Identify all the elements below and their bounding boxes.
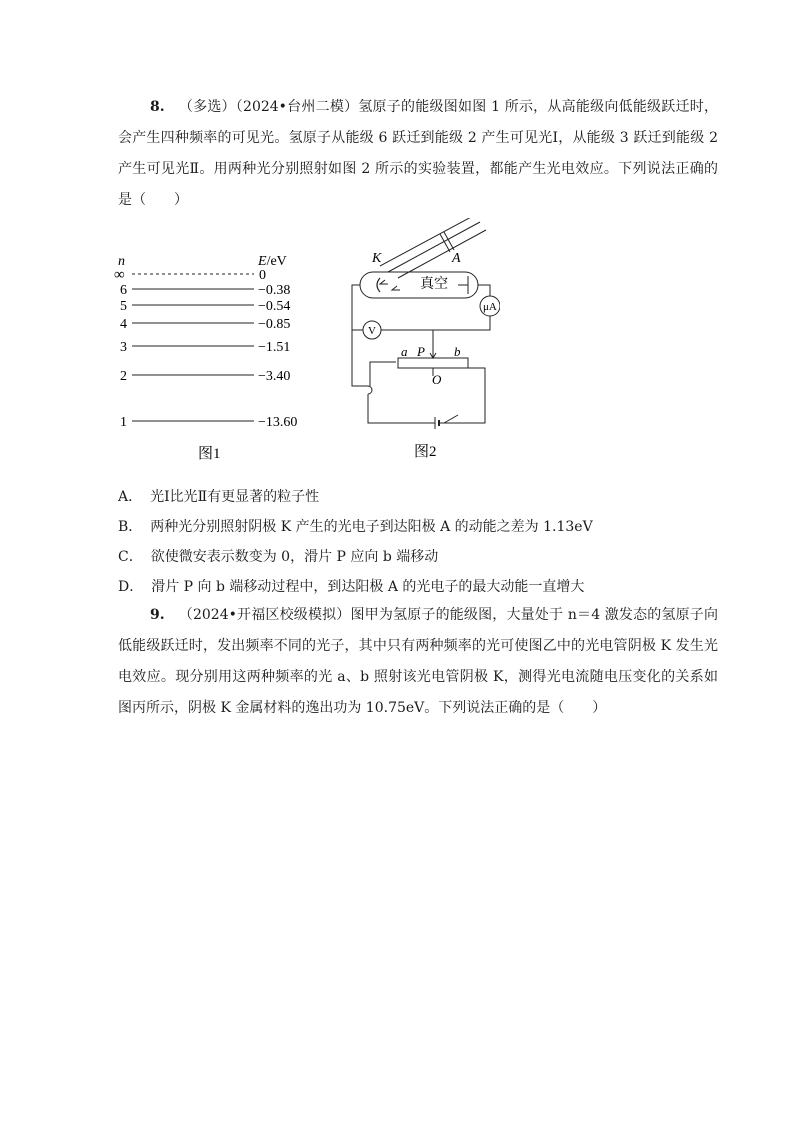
fig1-level-n: 5 xyxy=(120,299,127,314)
option-c: C． 欲使微安表示数变为 0，滑片 P 应向 b 端移动 xyxy=(118,549,439,565)
option-b: B． 两种光分别照射阴极 K 产生的光电子到达阳极 A 的动能之差为 1.13eV xyxy=(118,519,593,535)
fig1-level-n: 1 xyxy=(120,415,127,430)
question-8-text: （多选）（2024•台州二模）氢原子的能级图如图 1 所示，从高能级向低能级跃迁时，会产生四种频率的可见光。氢原子从能级 6 跃迁到能级 2 产生可见光Ⅰ，从能级 3 跃迁到能级 2 产生可见光Ⅱ。用两种光分别照射如图 2 所示的实验装置，都能产生光电效应。下列说法正确的是（ ） xyxy=(118,99,718,208)
fig1-n-axis-label: n xyxy=(118,254,125,269)
figure-1-caption: 图1 xyxy=(198,446,221,462)
question-9-text: （2024•开福区校级模拟）图甲为氢原子的能级图，大量处于 n＝4 激发态的氢原子向低能级跃迁时，发出频率不同的光子，其中只有两种频率的光可使图乙中的光电管阴极 K 发生光电效应。现分别用这两种频率的光 a、b 照射该光电管阴极 K，测得光电流随电压变化的关系如图丙所示，阴极 K 金属材料的逸出功为 10.75eV。下列说法正确的是（ ） xyxy=(118,607,718,716)
question-8-number: 8. xyxy=(150,99,165,115)
voltmeter-label: V xyxy=(368,325,376,337)
fig1-level-n: 2 xyxy=(120,369,127,384)
figure-2-caption: 图2 xyxy=(414,444,437,460)
label-end-b: b xyxy=(454,344,461,359)
question-9-number: 9. xyxy=(150,607,165,623)
fig1-level-e: −3.40 xyxy=(258,369,291,384)
label-vacuum: 真空 xyxy=(420,277,448,292)
question-9-stem xyxy=(118,600,718,724)
label-end-a: a xyxy=(401,344,408,359)
option-a: A． 光Ⅰ比光Ⅱ有更显著的粒子性 xyxy=(118,489,320,505)
label-cathode-k: K xyxy=(372,251,382,266)
fig1-level-n: ∞ xyxy=(114,267,125,283)
figure-2-photoelectric-circuit xyxy=(340,218,500,466)
fig1-level-e: −13.60 xyxy=(258,415,298,430)
fig1-level-n: 3 xyxy=(120,340,127,355)
figure-1-energy-levels xyxy=(110,250,320,465)
label-slider-p: P xyxy=(417,344,425,359)
microammeter-label: μA xyxy=(483,301,497,313)
fig1-level-e: −0.38 xyxy=(258,283,291,298)
fig1-energy-axis-label: E/eV xyxy=(258,254,287,269)
fig1-level-e: −0.85 xyxy=(258,317,291,332)
switch xyxy=(444,415,458,423)
fig1-level-e: 0 xyxy=(259,268,266,283)
question-8-stem xyxy=(118,92,718,216)
option-d: D． 滑片 P 向 b 端移动过程中，到达阳极 A 的光电子的最大动能一直增大 xyxy=(118,579,585,595)
label-midpoint-o: O xyxy=(432,372,442,387)
cathode-k-electrode xyxy=(377,278,380,292)
fig1-level-e: −0.54 xyxy=(258,299,291,314)
fig1-level-n: 4 xyxy=(120,317,127,332)
label-anode-a: A xyxy=(452,251,461,266)
fig1-level-n: 6 xyxy=(120,283,127,298)
rheostat xyxy=(398,358,468,368)
fig1-level-e: −1.51 xyxy=(258,340,291,355)
